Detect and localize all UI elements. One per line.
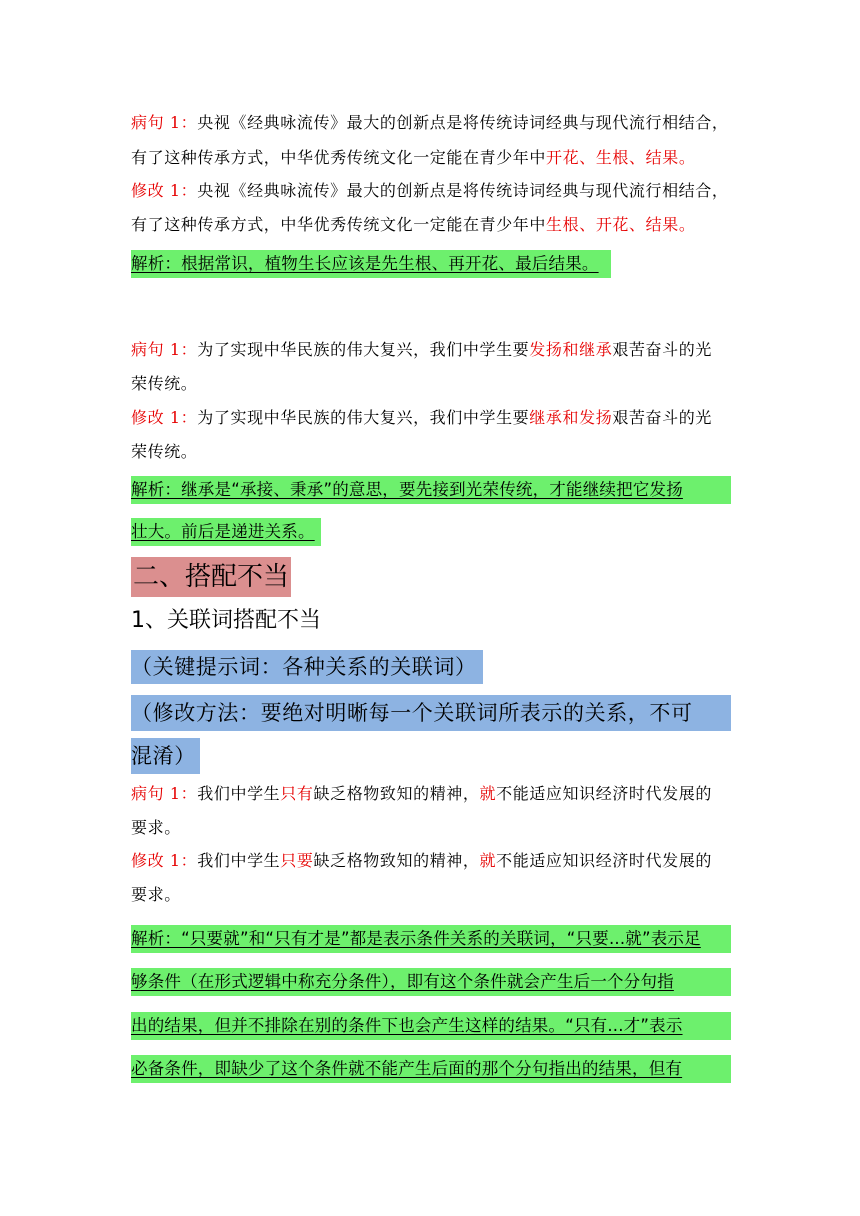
fix-sentence-label: 修改 1： <box>131 181 198 200</box>
fix-sentence-label: 修改 1： <box>131 851 198 870</box>
sentence-fix-3-line-1 <box>131 848 712 871</box>
sentence-text: 为了实现中华民族的伟大复兴，我们中学生要 <box>197 408 530 427</box>
highlighted-phrase: 发扬和继承 <box>529 340 613 359</box>
analysis-3-line-4: 必备条件，即缺少了这个条件就不能产生后面的那个分句指出的结果，但有 <box>131 1055 731 1083</box>
subsection-heading: 1、关联词搭配不当 <box>131 608 321 633</box>
sentence-text: 央视《经典咏流传》最大的创新点是将传统诗词经典与现代流行相结合， <box>197 181 729 200</box>
highlighted-word: 只有 <box>280 784 314 803</box>
analysis-2-line-1: 解析：继承是“承接、秉承”的意思，要先接到光荣传统，才能继续把它发扬 <box>131 476 731 504</box>
highlighted-word: 就 <box>479 851 497 870</box>
sentence-fix-1-line-2 <box>131 212 695 235</box>
sentence-text: 有了这种传承方式，中华优秀传统文化一定能在青少年中 <box>131 148 547 167</box>
highlighted-word: 只要 <box>280 851 314 870</box>
bad-sentence-label: 病句 1： <box>131 340 198 359</box>
sentence-text: 为了实现中华民族的伟大复兴，我们中学生要 <box>197 340 530 359</box>
bad-sentence-label: 病句 1： <box>131 113 198 132</box>
bad-sentence-label: 病句 1： <box>131 784 198 803</box>
method-box-line-2: 混淆） <box>131 738 200 774</box>
method-box-line-1: （修改方法：要绝对明晰每一个关联词所表示的关系，不可 <box>131 695 731 731</box>
highlighted-phrase: 继承和发扬 <box>529 408 613 427</box>
sentence-text: 艰苦奋斗的光 <box>612 340 712 359</box>
sentence-bad-3-line-2: 要求。 <box>131 818 181 837</box>
highlighted-word: 就 <box>479 784 497 803</box>
sentence-bad-1-line-1 <box>131 110 728 133</box>
fix-sentence-label: 修改 1： <box>131 408 198 427</box>
analysis-3-line-2: 够条件（在形式逻辑中称充分条件），即有这个条件就会产生后一个分句指 <box>131 968 731 996</box>
sentence-text: 不能适应知识经济时代发展的 <box>496 851 712 870</box>
sentence-fix-1-line-1 <box>131 178 728 201</box>
sentence-text: 我们中学生 <box>197 784 281 803</box>
hint-box: （关键提示词：各种关系的关联词） <box>131 650 483 684</box>
sentence-bad-3-line-1 <box>131 781 712 804</box>
sentence-fix-3-line-2: 要求。 <box>131 885 181 904</box>
sentence-text: 缺乏格物致知的精神， <box>313 784 480 803</box>
analysis-1: 解析：根据常识，植物生长应该是先生根、再开花、最后结果。 <box>131 250 611 278</box>
sentence-fix-2-line-2: 荣传统。 <box>131 442 198 461</box>
sentence-bad-1-line-2 <box>131 145 695 168</box>
sentence-text: 央视《经典咏流传》最大的创新点是将传统诗词经典与现代流行相结合， <box>197 113 729 132</box>
analysis-3-line-1: 解析：“只要就”和“只有才是”都是表示条件关系的关联词，“只要...就”表示足 <box>131 925 731 953</box>
sentence-text: 有了这种传承方式，中华优秀传统文化一定能在青少年中 <box>131 215 547 234</box>
highlighted-phrase: 开花、生根、结果。 <box>546 148 696 167</box>
sentence-bad-2-line-1 <box>131 337 712 360</box>
analysis-3-line-3: 出的结果，但并不排除在别的条件下也会产生这样的结果。“只有...才”表示 <box>131 1012 731 1040</box>
sentence-text: 艰苦奋斗的光 <box>612 408 712 427</box>
sentence-text: 我们中学生 <box>197 851 281 870</box>
section-heading: 二、搭配不当 <box>131 557 291 597</box>
analysis-2-line-2: 壮大。前后是递进关系。 <box>131 518 321 546</box>
sentence-text: 不能适应知识经济时代发展的 <box>496 784 712 803</box>
sentence-bad-2-line-2: 荣传统。 <box>131 374 198 393</box>
sentence-text: 缺乏格物致知的精神， <box>313 851 480 870</box>
highlighted-phrase: 生根、开花、结果。 <box>546 215 696 234</box>
sentence-fix-2-line-1 <box>131 405 712 428</box>
